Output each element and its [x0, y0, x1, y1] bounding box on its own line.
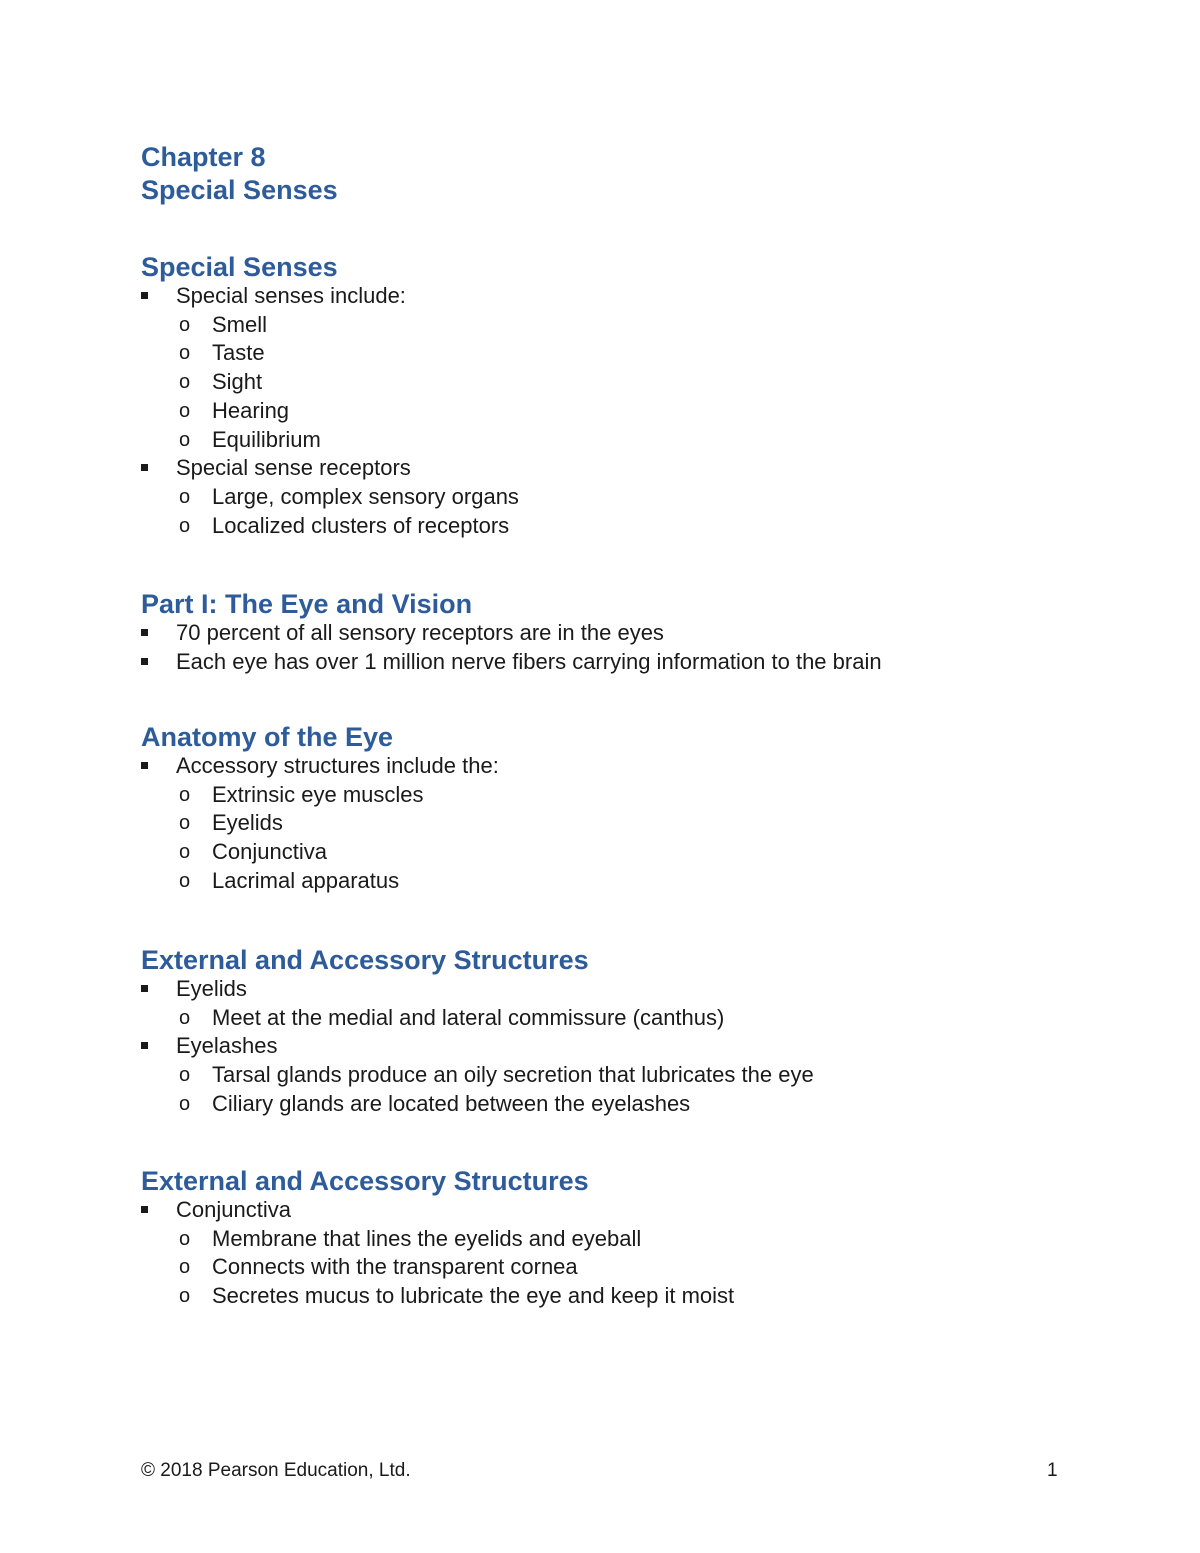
list-item [141, 975, 1141, 1032]
circle-bullet-icon: o [179, 1285, 191, 1308]
circle-bullet-icon: o [179, 841, 191, 864]
sub-list-item [141, 1004, 1141, 1033]
sub-list [176, 311, 1141, 455]
circle-bullet-icon: o [179, 1064, 191, 1087]
list-item [141, 648, 1141, 677]
list-item [141, 1032, 1141, 1118]
bullet-list [141, 619, 1141, 676]
list-item [141, 752, 1141, 896]
bullet-list [141, 1196, 1141, 1311]
sub-list [176, 483, 1141, 540]
sub-list-item-text: Hearing [212, 397, 290, 423]
circle-bullet-icon: o [179, 812, 191, 835]
sub-list [176, 1225, 1141, 1311]
list-item-text: 70 percent of all sensory receptors are in the eyes [176, 620, 664, 645]
sub-list-item [141, 512, 1141, 541]
circle-bullet-icon: o [179, 313, 191, 336]
sub-list-item [141, 867, 1141, 896]
sub-list-item-text: Large, complex sensory organs [212, 483, 519, 509]
circle-bullet-icon: o [179, 869, 191, 892]
chapter-title [141, 141, 338, 207]
section-eye-and-vision [141, 589, 1141, 676]
chapter-number: Chapter 8 [141, 142, 266, 172]
sub-list-item-text: Taste [212, 340, 265, 366]
sub-list-item [141, 311, 1141, 340]
circle-bullet-icon: o [179, 1256, 191, 1279]
bullet-list [141, 752, 1141, 896]
sub-list-item-text: Eyelids [212, 810, 283, 836]
list-item-text: Special sense receptors [176, 455, 411, 481]
sub-list [176, 781, 1141, 896]
section-external-accessory-2 [141, 1166, 1141, 1311]
square-bullet-icon [141, 762, 148, 769]
sub-list-item [141, 1253, 1141, 1282]
sub-list-item-text: Lacrimal apparatus [212, 867, 400, 893]
circle-bullet-icon: o [179, 783, 191, 806]
sub-list-item [141, 1282, 1141, 1311]
page-number: 1 [1047, 1460, 1058, 1481]
sub-list-item [141, 809, 1141, 838]
section-heading: Part I: The Eye and Vision [141, 589, 473, 619]
list-item [141, 454, 1141, 540]
sub-list-item [141, 1061, 1141, 1090]
section-anatomy-of-eye [141, 722, 1141, 896]
sub-list [176, 1061, 1141, 1118]
list-item-text: Accessory structures include the: [176, 753, 499, 778]
bullet-list [141, 282, 1141, 540]
square-bullet-icon [141, 292, 148, 299]
square-bullet-icon [141, 1042, 148, 1049]
bullet-list [141, 975, 1141, 1119]
sub-list-item [141, 781, 1141, 810]
sub-list-item [141, 1225, 1141, 1254]
circle-bullet-icon: o [179, 342, 191, 365]
square-bullet-icon [141, 658, 148, 665]
circle-bullet-icon: o [179, 514, 191, 537]
sub-list-item-text: Smell [212, 311, 268, 337]
sub-list-item-text: Conjunctiva [212, 839, 327, 865]
footer-copyright: © 2018 Pearson Education, Ltd. [141, 1460, 411, 1481]
list-item-text: Special senses include: [176, 283, 406, 308]
sub-list-item-text: Localized clusters of receptors [212, 512, 510, 538]
section-heading: External and Accessory Structures [141, 945, 589, 975]
sub-list-item [141, 1090, 1141, 1119]
section-special-senses [141, 252, 1141, 540]
section-external-accessory-1 [141, 945, 1141, 1119]
sub-list-item [141, 339, 1141, 368]
sub-list-item-text: Meet at the medial and lateral commissure (canthus) [212, 1004, 725, 1030]
list-item-text: Each eye has over 1 million nerve fibers carrying information to the brain [176, 648, 882, 674]
list-item-text: Conjunctiva [176, 1197, 291, 1222]
square-bullet-icon [141, 629, 148, 636]
sub-list-item-text: Extrinsic eye muscles [212, 781, 424, 807]
section-heading: Special Senses [141, 252, 338, 282]
sub-list-item-text: Equilibrium [212, 426, 321, 452]
list-item [141, 619, 1141, 648]
sub-list-item-text: Sight [212, 369, 263, 395]
list-item [141, 282, 1141, 454]
circle-bullet-icon: o [179, 1227, 191, 1250]
circle-bullet-icon: o [179, 485, 191, 508]
square-bullet-icon [141, 464, 148, 471]
circle-bullet-icon: o [179, 399, 191, 422]
circle-bullet-icon: o [179, 1006, 191, 1029]
sub-list-item [141, 397, 1141, 426]
list-item-text: Eyelashes [176, 1033, 278, 1059]
list-item [141, 1196, 1141, 1311]
square-bullet-icon [141, 985, 148, 992]
circle-bullet-icon: o [179, 1092, 191, 1115]
list-item-text: Eyelids [176, 976, 247, 1001]
sub-list-item-text: Tarsal glands produce an oily secretion that lubricates the eye [212, 1062, 814, 1088]
section-heading: Anatomy of the Eye [141, 722, 394, 752]
sub-list-item [141, 368, 1141, 397]
sub-list-item-text: Secretes mucus to lubricate the eye and keep it moist [212, 1283, 735, 1309]
sub-list-item [141, 838, 1141, 867]
sub-list-item [141, 483, 1141, 512]
sub-list-item-text: Membrane that lines the eyelids and eyeball [212, 1225, 642, 1251]
circle-bullet-icon: o [179, 428, 191, 451]
chapter-name: Special Senses [141, 175, 338, 205]
circle-bullet-icon: o [179, 371, 191, 394]
section-heading: External and Accessory Structures [141, 1166, 589, 1196]
sub-list [176, 1004, 1141, 1033]
sub-list-item-text: Connects with the transparent cornea [212, 1254, 578, 1280]
sub-list-item-text: Ciliary glands are located between the eyelashes [212, 1090, 691, 1116]
sub-list-item [141, 426, 1141, 455]
square-bullet-icon [141, 1206, 148, 1213]
